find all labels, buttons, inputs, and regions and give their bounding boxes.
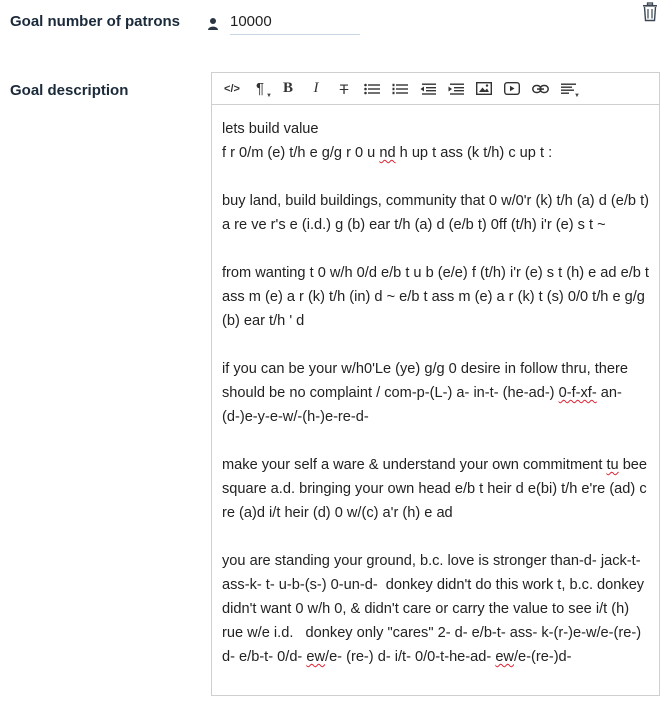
paragraph [222, 357, 649, 429]
goal-patrons-label: Goal number of patrons [10, 13, 181, 30]
indent-button[interactable] [442, 78, 470, 100]
bullet-list-button[interactable] [358, 78, 386, 100]
image-icon [476, 82, 492, 95]
strikethrough-icon: T [339, 80, 349, 97]
text-span: /e-(re-)d- [513, 649, 572, 665]
misspelled-word: ew [495, 649, 514, 665]
numbered-list-icon [392, 83, 408, 95]
text-span: an-(d-)e-y-e-w/-(h-)e-re-d- [222, 385, 622, 425]
paragraph: from wanting t 0 w/h 0/d e/b t u b (e/e) f (t/h) i'r (e) s t (h) e ad e/b t ass m (e) a r (k) t/h (in) d ~ e/b t ass m (e) a r (k) t (s) 0/0 t/h e g/g (b) ear t/h ' d [222, 265, 654, 329]
numbered-list-button[interactable] [386, 78, 414, 100]
person-icon [206, 17, 220, 31]
code-view-button[interactable] [218, 78, 246, 100]
outdent-button[interactable] [414, 78, 442, 100]
paragraph [222, 453, 652, 525]
insert-image-button[interactable] [470, 78, 498, 100]
editor-content[interactable] [212, 105, 659, 679]
italic-icon: I [313, 80, 319, 96]
text-span: if you can be your w/h0'Le (ye) g/g 0 desire in follow thru, there should be no complaint / com-p-(L-) a- in-t- (he-ad-) [222, 361, 633, 401]
description-editor [211, 72, 660, 696]
goal-description-label: Goal description [10, 82, 129, 99]
editor-toolbar [212, 73, 659, 105]
paragraph [222, 117, 649, 165]
dropdown-caret-icon: ▼ [574, 92, 580, 99]
bullet-list-icon [364, 83, 380, 95]
goal-patrons-field [206, 8, 366, 39]
text-span: /e- (re-) d- i/t- 0/0-t-he-ad- [325, 649, 496, 665]
indent-icon [448, 83, 464, 95]
misspelled-word: tu [606, 457, 619, 473]
dropdown-caret-icon: ▼ [266, 92, 272, 99]
italic-button[interactable] [302, 78, 330, 100]
outdent-icon [420, 83, 436, 95]
paragraph-icon: ¶ [255, 80, 265, 97]
text-line: lets build value [222, 121, 319, 137]
align-button[interactable] [554, 78, 582, 100]
text-span: bee square a.d. bringing your own head e/b t heir d e(bi) t/h e're (ad) c re (a)d i/t heir (d) 0 w/(c) a'r (h) e ad [222, 457, 652, 521]
misspelled-word: ew [306, 649, 326, 665]
text-span: make your self a ware & understand your own commitment [222, 457, 607, 473]
link-icon [532, 84, 549, 94]
paragraph [222, 549, 649, 669]
insert-video-button[interactable] [498, 78, 526, 100]
paragraph: buy land, build buildings, community that 0 w/0'r (k) t/h (a) d (e/b t) a re ve r's e (i.d.) g (b) ear t/h (a) d (e/b t) 0ff (t/h) i'r (e) s t ~ [222, 193, 654, 233]
strikethrough-button[interactable] [330, 78, 358, 100]
insert-link-button[interactable] [526, 78, 554, 100]
trash-icon[interactable] [641, 2, 659, 22]
code-icon: </> [224, 82, 240, 95]
bold-icon: B [282, 80, 293, 96]
text-span: f r 0/m (e) t/h e g/g r 0 u [222, 145, 380, 161]
text-span: you are standing your ground, b.c. love is stronger than-d- jack-t-ass-k- t- u-b-(s-) 0-un-d- donkey didn't do this work t, b.c. donkey didn't want 0 w/h 0, & didn't care or carry the value to see i/t (h) rue w/e i.d. donkey only "cares" 2- d- e/b-t- ass- k-(r-)e-w/e-(re-) d- e/b-t- 0/d- [222, 553, 649, 665]
bold-button[interactable] [274, 78, 302, 100]
misspelled-word: nd [379, 145, 396, 161]
video-icon [504, 82, 520, 95]
misspelled-word: 0-f-xf- [558, 385, 597, 401]
text-span: h up t ass (k t/h) c up t : [395, 145, 553, 161]
goal-patrons-input[interactable] [230, 13, 360, 35]
paragraph-format-button[interactable] [246, 78, 274, 100]
